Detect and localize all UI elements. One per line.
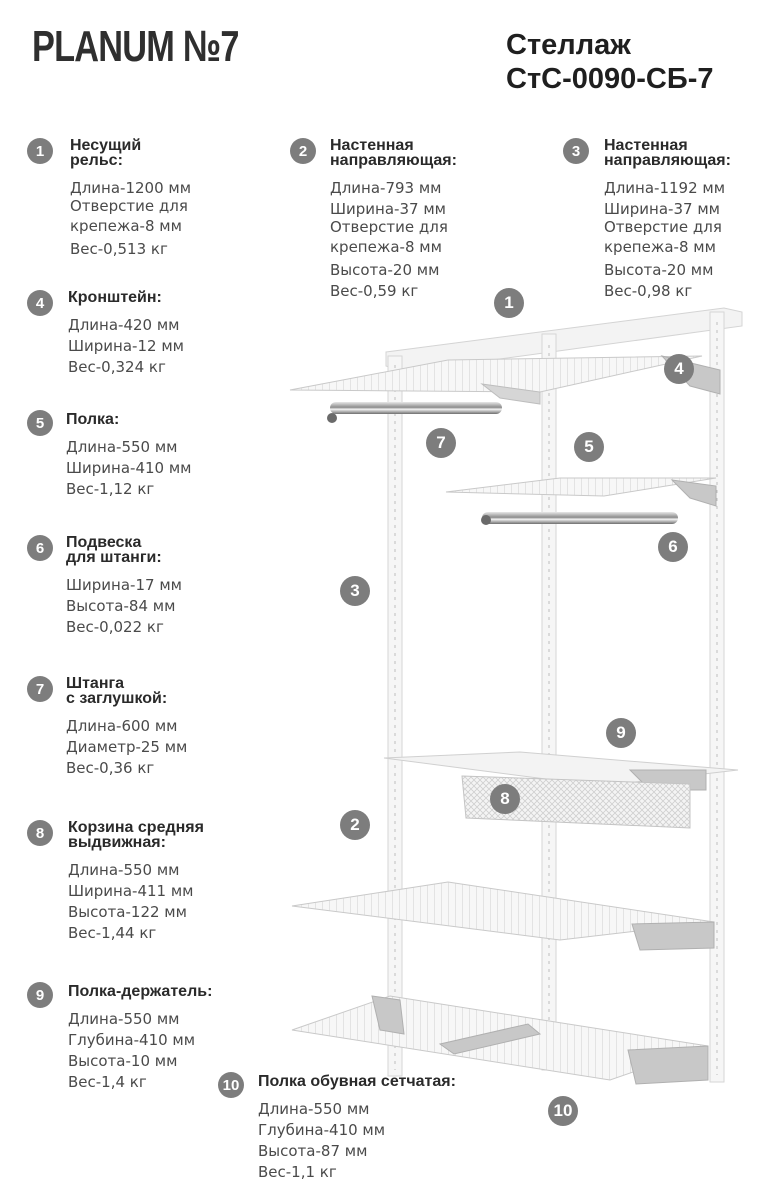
component-spec-line: Длина-1200 мм bbox=[70, 179, 192, 197]
component-badge: 10 bbox=[218, 1072, 244, 1098]
component-name: с заглушкой: bbox=[66, 690, 168, 707]
component-name: Кронштейн: bbox=[68, 289, 162, 306]
component-badge: 1 bbox=[27, 138, 53, 164]
component-spec bbox=[68, 820, 204, 944]
brand-logo: PLANUM №7 bbox=[32, 22, 239, 71]
component-name: Полка: bbox=[66, 411, 120, 428]
component-spec-line: крепежа-8 мм bbox=[70, 217, 182, 235]
component-spec bbox=[68, 290, 184, 378]
component-badge: 2 bbox=[290, 138, 316, 164]
component-spec-line: Ширина-37 мм bbox=[604, 200, 720, 218]
top-clothes-rod bbox=[327, 402, 502, 423]
component-badge: 7 bbox=[27, 676, 53, 702]
diagram-marker: 7 bbox=[426, 428, 456, 458]
component-name: рельс: bbox=[70, 152, 123, 169]
component-spec-line: Вес-0,513 кг bbox=[70, 240, 168, 258]
component-spec-line: Вес-1,44 кг bbox=[68, 924, 157, 942]
component-name: Полка обувная сетчатая: bbox=[258, 1073, 456, 1090]
component-spec-line: Высота-84 мм bbox=[66, 597, 176, 615]
diagram-marker: 3 bbox=[340, 576, 370, 606]
component-name: Настенная bbox=[604, 137, 688, 154]
component-name: для штанги: bbox=[66, 549, 162, 566]
component-spec-line: Высота-20 мм bbox=[604, 261, 714, 279]
component-spec-line: Длина-550 мм bbox=[66, 438, 178, 456]
diagram-marker: 2 bbox=[340, 810, 370, 840]
component-spec-line: Длина-793 мм bbox=[330, 179, 442, 197]
component-spec-line: Глубина-410 мм bbox=[258, 1121, 386, 1139]
component-spec bbox=[68, 984, 212, 1093]
component-spec-line: Ширина-12 мм bbox=[68, 337, 184, 355]
component-spec-line: крепежа-8 мм bbox=[330, 238, 442, 256]
component-spec-line: Вес-1,12 кг bbox=[66, 480, 155, 498]
product-code: СтС-0090-СБ-7 bbox=[506, 63, 714, 95]
component-name: Настенная bbox=[330, 137, 414, 154]
component-name: направляющая: bbox=[330, 152, 457, 169]
component-spec-line: Длина-420 мм bbox=[68, 316, 180, 334]
component-spec bbox=[66, 535, 182, 638]
component-spec-line: Глубина-410 мм bbox=[68, 1031, 196, 1049]
component-spec-line: Длина-1192 мм bbox=[604, 179, 726, 197]
component-spec-line: крепежа-8 мм bbox=[604, 238, 716, 256]
component-spec-line: Вес-0,59 кг bbox=[330, 282, 419, 300]
component-badge: 3 bbox=[563, 138, 589, 164]
product-title bbox=[506, 28, 714, 96]
component-badge: 9 bbox=[27, 982, 53, 1008]
component-badge: 4 bbox=[27, 290, 53, 316]
component-name: направляющая: bbox=[604, 152, 731, 169]
component-spec-line: Вес-0,324 кг bbox=[68, 358, 166, 376]
diagram-marker: 8 bbox=[490, 784, 520, 814]
component-spec-line: Длина-550 мм bbox=[68, 1010, 180, 1028]
component-name: Подвеска bbox=[66, 534, 142, 551]
component-spec-line: Отверстие для bbox=[70, 197, 188, 215]
component-spec-line: Вес-0,022 кг bbox=[66, 618, 164, 636]
shoe-shelf bbox=[292, 996, 708, 1084]
middle-clothes-rod bbox=[481, 512, 678, 525]
component-spec-line: Длина-550 мм bbox=[258, 1100, 370, 1118]
component-spec-line: Вес-0,98 кг bbox=[604, 282, 693, 300]
component-badge: 8 bbox=[27, 820, 53, 846]
component-spec-line: Вес-1,4 кг bbox=[68, 1073, 147, 1091]
component-spec bbox=[66, 412, 192, 500]
component-spec bbox=[66, 676, 187, 779]
component-spec-line: Ширина-410 мм bbox=[66, 459, 192, 477]
product-title-line: Стеллаж bbox=[506, 29, 631, 61]
middle-shelf bbox=[446, 478, 716, 506]
component-spec-line: Высота-87 мм bbox=[258, 1142, 368, 1160]
component-spec-line: Отверстие для bbox=[604, 218, 722, 236]
component-spec bbox=[330, 138, 457, 302]
component-spec-line: Ширина-37 мм bbox=[330, 200, 446, 218]
component-name: Штанга bbox=[66, 675, 125, 692]
component-badge: 5 bbox=[27, 410, 53, 436]
component-spec-line: Ширина-17 мм bbox=[66, 576, 182, 594]
component-spec-line: Вес-1,1 кг bbox=[258, 1163, 337, 1181]
component-spec-line: Длина-550 мм bbox=[68, 861, 180, 879]
component-name: Несущий bbox=[70, 137, 142, 154]
component-spec-line: Высота-122 мм bbox=[68, 903, 187, 921]
component-name: Полка-держатель: bbox=[68, 983, 213, 1000]
component-badge: 6 bbox=[27, 535, 53, 561]
component-spec-line: Ширина-411 мм bbox=[68, 882, 194, 900]
component-spec-line: Отверстие для bbox=[330, 218, 448, 236]
diagram-marker: 9 bbox=[606, 718, 636, 748]
component-name: выдвижная: bbox=[68, 834, 166, 851]
diagram-marker: 1 bbox=[494, 288, 524, 318]
component-spec bbox=[70, 138, 191, 260]
diagram-marker: 10 bbox=[548, 1096, 578, 1126]
component-spec bbox=[258, 1074, 456, 1183]
component-spec bbox=[604, 138, 731, 302]
component-spec-line: Высота-10 мм bbox=[68, 1052, 178, 1070]
lower-shelf bbox=[292, 882, 714, 950]
component-spec-line: Вес-0,36 кг bbox=[66, 759, 155, 777]
diagram-marker: 5 bbox=[574, 432, 604, 462]
diagram-marker: 4 bbox=[664, 354, 694, 384]
component-name: Корзина средняя bbox=[68, 819, 204, 836]
diagram-marker: 6 bbox=[658, 532, 688, 562]
component-spec-line: Высота-20 мм bbox=[330, 261, 440, 279]
component-spec-line: Длина-600 мм bbox=[66, 717, 178, 735]
component-spec-line: Диаметр-25 мм bbox=[66, 738, 188, 756]
top-shelf bbox=[290, 356, 720, 404]
